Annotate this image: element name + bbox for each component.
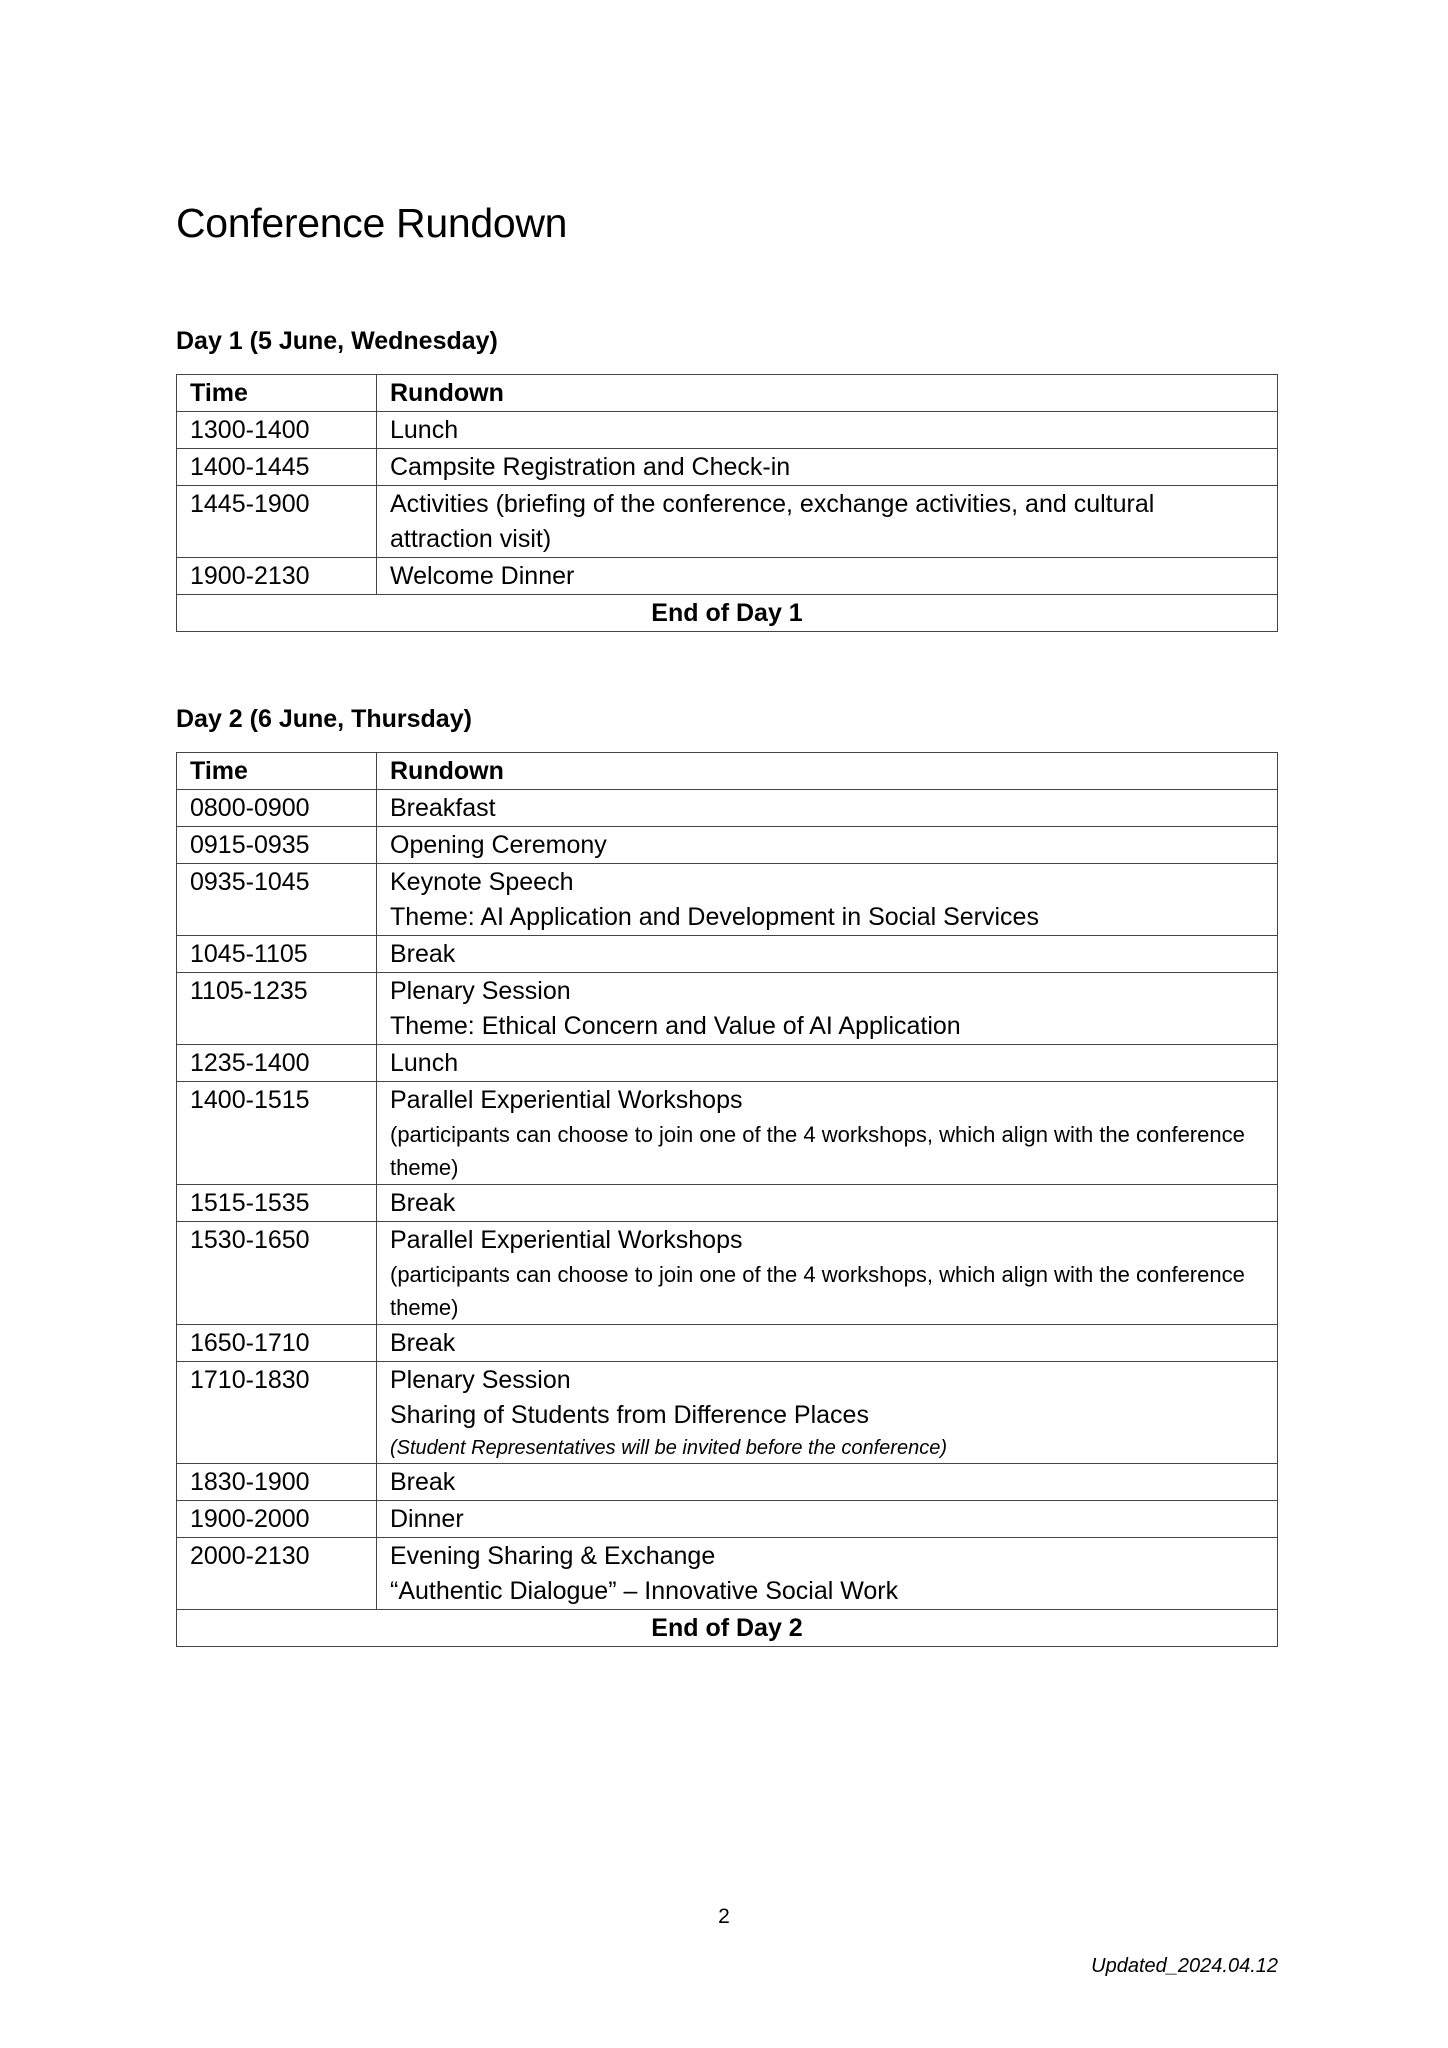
- rundown-line: Lunch: [390, 416, 459, 444]
- rundown-cell: [377, 1362, 1278, 1464]
- rundown-detail: (participants can choose to join one of the 4 workshops, which align with the conference theme): [390, 1262, 1245, 1320]
- time-cell: 1400-1515: [177, 1082, 377, 1185]
- time-cell: 1515-1535: [177, 1185, 377, 1222]
- time-cell: 1650-1710: [177, 1325, 377, 1362]
- rundown-cell: [377, 1185, 1278, 1222]
- rundown-cell: [377, 827, 1278, 864]
- rundown-cell: [377, 486, 1278, 558]
- rundown-line: Break: [390, 940, 456, 968]
- rundown-line: Activities (briefing of the conference, exchange activities, and cultural attraction visit): [390, 490, 1155, 553]
- rundown-line: Break: [390, 1329, 456, 1357]
- table-row: [177, 936, 1278, 973]
- rundown-cell: [377, 1045, 1278, 1082]
- time-cell: 2000-2130: [177, 1538, 377, 1610]
- rundown-cell: [377, 1501, 1278, 1538]
- table-row: [177, 1538, 1278, 1610]
- time-cell: 1445-1900: [177, 486, 377, 558]
- time-cell: 0915-0935: [177, 827, 377, 864]
- time-cell: 1900-2000: [177, 1501, 377, 1538]
- table-header-row: [177, 753, 1278, 790]
- rundown-cell: [377, 1325, 1278, 1362]
- table-row: [177, 558, 1278, 595]
- time-cell: 1300-1400: [177, 412, 377, 449]
- table-row: [177, 1045, 1278, 1082]
- rundown-cell: [377, 790, 1278, 827]
- rundown-cell: [377, 1222, 1278, 1325]
- rundown-line: “Authentic Dialogue” – Innovative Social Work: [390, 1577, 899, 1605]
- rundown-line: Breakfast: [390, 794, 496, 822]
- rundown-line: Keynote Speech: [390, 868, 574, 896]
- updated-date: Updated_2024.04.12: [1091, 1955, 1278, 1977]
- rundown-cell: [377, 1464, 1278, 1501]
- day1-heading: Day 1 (5 June, Wednesday): [176, 327, 498, 355]
- time-cell: 0800-0900: [177, 790, 377, 827]
- table-header-row: [177, 375, 1278, 412]
- rundown-line: Parallel Experiential Workshops: [390, 1226, 743, 1254]
- rundown-line: Opening Ceremony: [390, 831, 607, 859]
- rundown-line: Dinner: [390, 1505, 464, 1533]
- time-cell: 0935-1045: [177, 864, 377, 936]
- day2-rundown-table: [176, 752, 1278, 1647]
- end-of-day-row: [177, 595, 1278, 632]
- rundown-note: (Student Representatives will be invited before the conference): [390, 1437, 947, 1459]
- table-row: [177, 412, 1278, 449]
- rundown-cell: [377, 936, 1278, 973]
- time-cell: 1045-1105: [177, 936, 377, 973]
- time-cell: 1235-1400: [177, 1045, 377, 1082]
- time-cell: 1105-1235: [177, 973, 377, 1045]
- time-cell: 1710-1830: [177, 1362, 377, 1464]
- time-cell: 1530-1650: [177, 1222, 377, 1325]
- rundown-line: Plenary Session: [390, 1366, 571, 1394]
- end-of-day-label: End of Day 2: [177, 1610, 1278, 1647]
- rundown-line: Parallel Experiential Workshops: [390, 1086, 743, 1114]
- day1-rundown-table: [176, 374, 1278, 632]
- rundown-line: Sharing of Students from Difference Places: [390, 1401, 869, 1429]
- table-row: [177, 864, 1278, 936]
- rundown-cell: [377, 449, 1278, 486]
- rundown-line: Evening Sharing & Exchange: [390, 1542, 716, 1570]
- rundown-line: Break: [390, 1189, 456, 1217]
- rundown-line: Theme: Ethical Concern and Value of AI Application: [390, 1012, 961, 1040]
- rundown-column-header: Rundown: [377, 375, 1278, 412]
- rundown-line: Lunch: [390, 1049, 459, 1077]
- rundown-cell: [377, 1538, 1278, 1610]
- table-row: [177, 1362, 1278, 1464]
- table-row: [177, 1464, 1278, 1501]
- rundown-cell: [377, 864, 1278, 936]
- rundown-line: Welcome Dinner: [390, 562, 575, 590]
- day2-heading: Day 2 (6 June, Thursday): [176, 705, 472, 733]
- table-row: [177, 1082, 1278, 1185]
- table-row: [177, 486, 1278, 558]
- rundown-line: Break: [390, 1468, 456, 1496]
- rundown-detail: (participants can choose to join one of the 4 workshops, which align with the conference theme): [390, 1122, 1245, 1180]
- table-row: [177, 1325, 1278, 1362]
- table-row: [177, 1501, 1278, 1538]
- page-number: 2: [718, 1905, 730, 1928]
- time-column-header: Time: [177, 375, 377, 412]
- end-of-day-label: End of Day 1: [177, 595, 1278, 632]
- rundown-line: Plenary Session: [390, 977, 571, 1005]
- rundown-cell: [377, 412, 1278, 449]
- time-cell: 1830-1900: [177, 1464, 377, 1501]
- table-row: [177, 449, 1278, 486]
- page-title: Conference Rundown: [176, 200, 568, 246]
- table-row: [177, 827, 1278, 864]
- time-column-header: Time: [177, 753, 377, 790]
- rundown-line: Theme: AI Application and Development in Social Services: [390, 903, 1039, 931]
- table-row: [177, 973, 1278, 1045]
- time-cell: 1900-2130: [177, 558, 377, 595]
- table-row: [177, 1185, 1278, 1222]
- rundown-line: Campsite Registration and Check-in: [390, 453, 791, 481]
- end-of-day-row: [177, 1610, 1278, 1647]
- time-cell: 1400-1445: [177, 449, 377, 486]
- rundown-column-header: Rundown: [377, 753, 1278, 790]
- table-row: [177, 790, 1278, 827]
- rundown-cell: [377, 558, 1278, 595]
- rundown-cell: [377, 973, 1278, 1045]
- rundown-cell: [377, 1082, 1278, 1185]
- table-row: [177, 1222, 1278, 1325]
